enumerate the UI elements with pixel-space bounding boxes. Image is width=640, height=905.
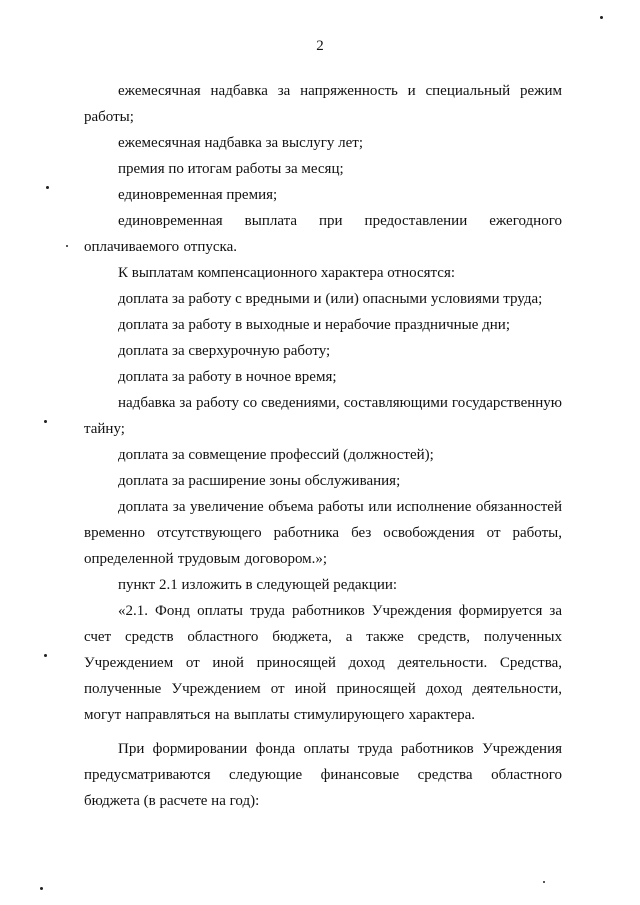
document-body [84,78,562,814]
page-number: 2 [316,38,324,54]
paragraph: пункт 2.1 изложить в следующей редакции: [118,577,398,593]
scan-speck [44,654,47,657]
scan-speck [600,16,603,19]
paragraph: доплата за работу в выходные и нерабочие праздничные дни; [118,317,511,333]
paragraph: доплата за расширение зоны обслуживания; [118,473,401,489]
scan-speck [40,887,43,890]
paragraph: доплата за совмещение профессий (должностей); [118,447,434,463]
scan-speck [46,186,49,189]
paragraph: надбавка за работу со сведениями, составляющими государственную тайну; [84,395,562,437]
paragraph: доплата за сверхурочную работу; [118,343,331,359]
paragraph: ежемесячная надбавка за напряженность и специальный режим работы; [84,83,562,125]
scan-speck [543,881,545,883]
paragraph: единовременная премия; [118,187,278,203]
paragraph: «2.1. Фонд оплаты труда работников Учреждения формируется за счет средств областного бюджета, а также средств, полученных Учреждением от иной приносящей доход деятельности. Средства, полученные Учреждением от иной приносящей доход деятельности, могут направляться на выплаты стимулирующего характера. [84,603,562,723]
paragraph: доплата за увеличение объема работы или исполнение обязанностей временно отсутствующего работника без освобождения от работы, определенной трудовым договором.»; [84,499,562,567]
paragraph: доплата за работу в ночное время; [118,369,337,385]
paragraph: При формировании фонда оплаты труда работников Учреждения предусматриваются следующие финансовые средства областного бюджета (в расчете на год): [84,741,562,809]
paragraph: доплата за работу с вредными и (или) опасными условиями труда; [118,291,543,307]
scan-speck [66,245,68,247]
paragraph: премия по итогам работы за месяц; [118,161,344,177]
scan-speck [44,420,47,423]
paragraph: единовременная выплата при предоставлении ежегодного оплачиваемого отпуска. [84,213,562,255]
paragraph: ежемесячная надбавка за выслугу лет; [118,135,364,151]
paragraph: К выплатам компенсационного характера относятся: [118,265,456,281]
